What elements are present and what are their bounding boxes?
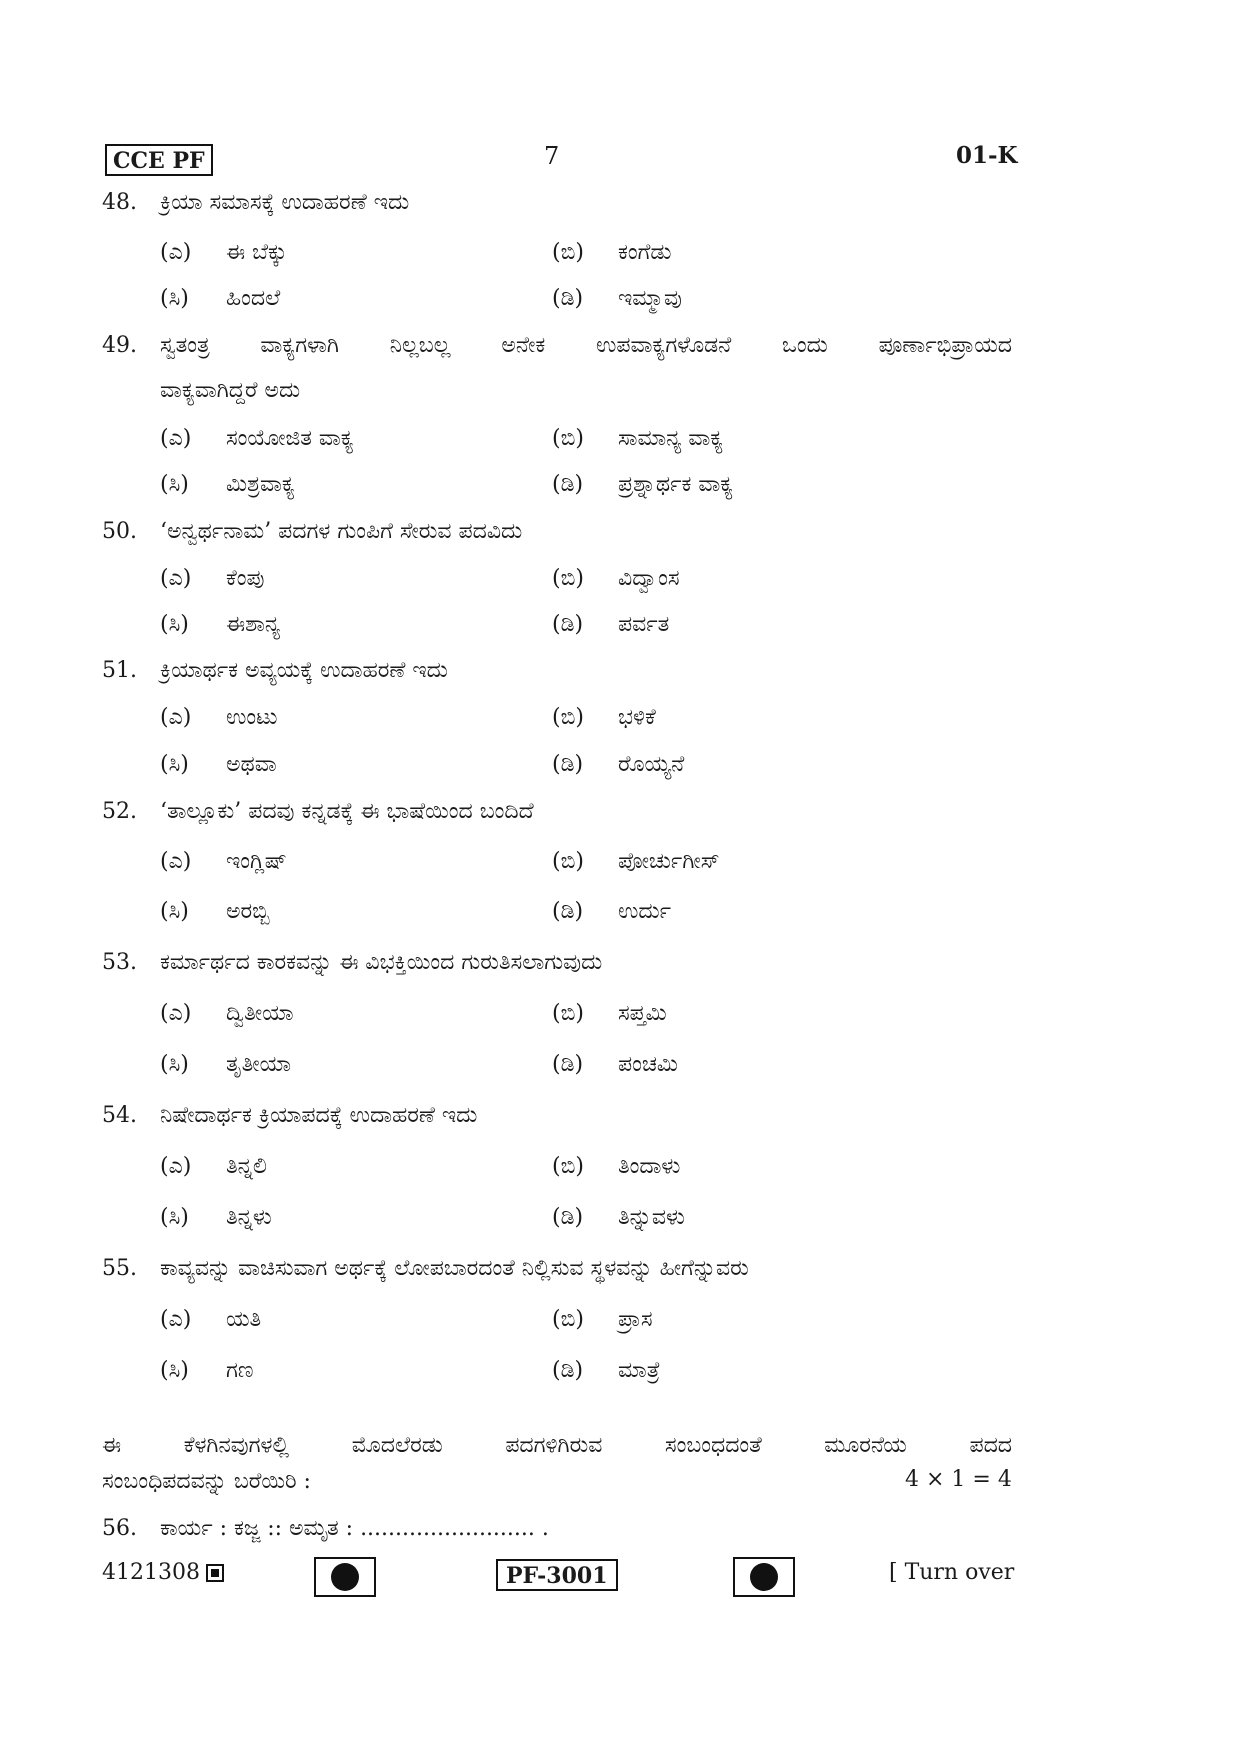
question-51 [102,656,448,686]
option-text: ಕಂಗೆಡು [618,240,672,265]
center-code-box: PF-3001 [496,1559,618,1591]
option-text: ತೃತೀಯಾ [226,1052,291,1077]
question-text: ‘ಅನ್ವರ್ಥನಾಮ’ ಪದಗಳ ಗುಂಪಿಗೆ ಸೇರುವ ಪದವಿದು [160,519,523,544]
question-48 [102,188,409,218]
option-label: (ಎ) [160,705,192,730]
option-label: (ಡಿ) [552,472,584,497]
answer-option [160,750,277,780]
question-number: 50. [102,519,137,544]
option-label: (ಡಿ) [552,899,584,924]
option-label: (ಬಿ) [552,849,584,874]
answer-option [552,470,733,500]
instruction-line-1: ಈ ಕೆಳಗಿನವುಗಳಲ್ಲಿ ಮೊದಲೆರಡು ಪದಗಳಿಗಿರುವ ಸಂಬಂಧದಂತೆ ಮೂರನೆಯ ಪದದ [102,1433,1012,1458]
turn-over-note: [ Turn over [889,1560,1015,1585]
answer-option [552,897,671,927]
option-text: ರೊಯ್ಯನೆ [618,752,685,777]
option-label: (ಬಿ) [552,705,584,730]
question-number: 51. [102,658,137,683]
answer-option [552,847,720,877]
option-label: (ಡಿ) [552,286,584,311]
option-label: (ಸಿ) [160,1052,189,1077]
option-text: ಅಥವಾ [226,752,277,777]
question-number: 48. [102,190,137,215]
option-text: ಈಶಾನ್ಯ [226,612,281,637]
answer-option [160,610,280,640]
option-label: (ಎ) [160,566,192,591]
question-49 [102,331,1012,361]
option-label: (ಸಿ) [160,1358,189,1383]
option-text: ತಿನ್ನುವಳು [618,1205,685,1230]
footer-code-text: 4121308 [102,1560,200,1585]
answer-option [552,703,656,733]
option-label: (ಎ) [160,426,192,451]
question-number: 53. [102,950,137,975]
option-text: ಉಂಟು [226,705,278,730]
instruction-line-2: ಸಂಬಂಧಿಪದವನ್ನು ಬರೆಯಿರಿ : [102,1469,311,1494]
option-text: ತಿಂದಾಳು [618,1154,681,1179]
answer-option [160,1356,254,1386]
answer-option [160,999,293,1029]
option-text: ಮಾತ್ರೆ [618,1358,661,1383]
option-label: (ಸಿ) [160,752,189,777]
answer-option [160,703,277,733]
option-label: (ಬಿ) [552,1154,584,1179]
question-text: ಕಾರ್ಯ : ಕಜ್ಜ :: ಅಮೃತ : ......................... . [160,1516,549,1541]
question-number: 49. [102,333,137,358]
option-label: (ಬಿ) [552,1001,584,1026]
option-label: (ಎ) [160,1001,192,1026]
option-text: ಸಂಯೋಜಿತ ವಾಕ್ಯ [226,426,354,451]
option-label: (ಎ) [160,1154,192,1179]
answer-option [552,284,682,314]
square-dot-icon [206,1564,224,1582]
option-label: (ಬಿ) [552,240,584,265]
answer-option [552,999,667,1029]
option-label: (ಎ) [160,1307,192,1332]
answer-option [552,564,680,594]
answer-option [160,238,287,268]
option-text: ಪೋರ್ಚುಗೀಸ್ [618,849,720,874]
option-text: ಇಮ್ಮಾವು [618,286,682,311]
option-label: (ಡಿ) [552,1205,584,1230]
answer-option [160,564,264,594]
question-50 [102,517,522,547]
question-number: 52. [102,799,137,824]
option-text: ಸಾಮಾನ್ಯ ವಾಕ್ಯ [618,426,724,451]
option-text: ಪರ್ವತ [618,612,670,637]
answer-option [160,470,295,500]
option-label: (ಬಿ) [552,1307,584,1332]
option-label: (ಸಿ) [160,472,189,497]
answer-option [552,610,669,640]
option-text: ಪ್ರಶ್ನಾರ್ಥಕ ವಾಕ್ಯ [618,472,734,497]
option-text: ಉರ್ದು [618,899,671,924]
option-text: ಗಣ [226,1358,254,1383]
question-53 [102,948,602,978]
question-text-continued: ವಾಕ್ಯವಾಗಿದ್ದರೆ ಅದು [160,378,301,403]
answer-option [160,284,280,314]
question-54 [102,1101,477,1131]
question-text: ಸ್ವತಂತ್ರ ವಾಕ್ಯಗಳಾಗಿ ನಿಲ್ಲಬಲ್ಲ ಅನೇಕ ಉಪವಾಕ್ಯಗಳೊಡನೆ ಒಂದು ಪೂರ್ಣಾಭಿಪ್ರಾಯದ [160,333,1012,358]
option-text: ಯತಿ [226,1307,262,1332]
question-number: 54. [102,1103,137,1128]
answer-option [552,750,684,780]
option-text: ಹಿಂದಲೆ [226,286,281,311]
question-text: ಕ್ರಿಯಾರ್ಥಕ ಅವ್ಯಯಕ್ಕೆ ಉದಾಹರಣೆ ಇದು [160,658,448,683]
option-label: (ಡಿ) [552,1052,584,1077]
option-label: (ಸಿ) [160,899,189,924]
registration-mark-right [733,1557,795,1597]
option-text: ದ್ವಿತೀಯಾ [226,1001,294,1026]
answer-option [160,1203,272,1233]
option-text: ಪ್ರಾಸ [618,1307,653,1332]
answer-option [552,238,671,268]
option-text: ಮಿಶ್ರವಾಕ್ಯ [226,472,295,497]
answer-option [552,1203,685,1233]
option-text: ಅರಬ್ಬಿ [226,899,270,924]
question-text: ಕಾವ್ಯವನ್ನು ವಾಚಿಸುವಾಗ ಅರ್ಥಕ್ಕೆ ಲೋಪಬಾರದಂತೆ ನಿಲ್ಲಿಸುವ ಸ್ಥಳವನ್ನು ಹೀಗೆನ್ನುವರು [160,1256,749,1281]
option-text: ಭಳಿಕೆ [618,705,656,730]
header-code-box: CCE PF [105,144,213,176]
question-text: ಕರ್ಮಾರ್ಥದ ಕಾರಕವನ್ನು ಈ ವಿಭಕ್ತಿಯಿಂದ ಗುರುತಿಸಲಾಗುವುದು [160,950,603,975]
answer-option [552,1305,653,1335]
answer-option [160,847,287,877]
question-55 [102,1254,749,1284]
answer-option [552,424,723,454]
question-number: 56. [102,1516,137,1541]
answer-option [160,424,354,454]
option-text: ಇಂಗ್ಲಿಷ್ [226,849,287,874]
answer-option [160,1050,291,1080]
answer-option [160,1305,261,1335]
answer-option [160,897,269,927]
answer-option [552,1050,678,1080]
question-text: ಕ್ರಿಯಾ ಸಮಾಸಕ್ಕೆ ಉದಾಹರಣೆ ಇದು [160,190,410,215]
option-label: (ಡಿ) [552,752,584,777]
option-label: (ಸಿ) [160,1205,189,1230]
question-56 [102,1516,549,1541]
answer-option [552,1152,680,1182]
option-text: ತಿನ್ನಳು [226,1205,272,1230]
option-text: ಸಪ್ತಮಿ [618,1001,667,1026]
answer-option [552,1356,660,1386]
page-number: 7 [544,142,560,170]
option-label: (ಎ) [160,240,192,265]
registration-mark-left [314,1557,376,1597]
option-label: (ಸಿ) [160,286,189,311]
question-number: 55. [102,1256,137,1281]
option-text: ಕೆಂಪು [226,566,265,591]
question-text: ‘ತಾಲ್ಲೂಕು’ ಪದವು ಕನ್ನಡಕ್ಕೆ ಈ ಭಾಷೆಯಿಂದ ಬಂದಿದೆ [160,799,534,824]
paper-code: 01-K [956,142,1018,169]
option-label: (ಎ) [160,849,192,874]
option-label: (ಬಿ) [552,566,584,591]
option-text: ತಿನ್ನಲಿ [226,1154,267,1179]
option-label: (ಡಿ) [552,1358,584,1383]
option-label: (ಸಿ) [160,612,189,637]
footer-code [102,1560,224,1585]
answer-option [160,1152,267,1182]
option-label: (ಡಿ) [552,612,584,637]
question-52 [102,797,534,827]
option-label: (ಬಿ) [552,426,584,451]
option-text: ಪಂಚಮಿ [618,1052,678,1077]
question-text: ನಿಷೇದಾರ್ಥಕ ಕ್ರಿಯಾಪದಕ್ಕೆ ಉದಾಹರಣೆ ಇದು [160,1103,478,1128]
option-text: ವಿದ್ವಾಂಸ [618,566,680,591]
marks-allocation: 4 × 1 = 4 [905,1467,1012,1492]
option-text: ಈ ಬೆಕ್ಕು [226,240,287,265]
